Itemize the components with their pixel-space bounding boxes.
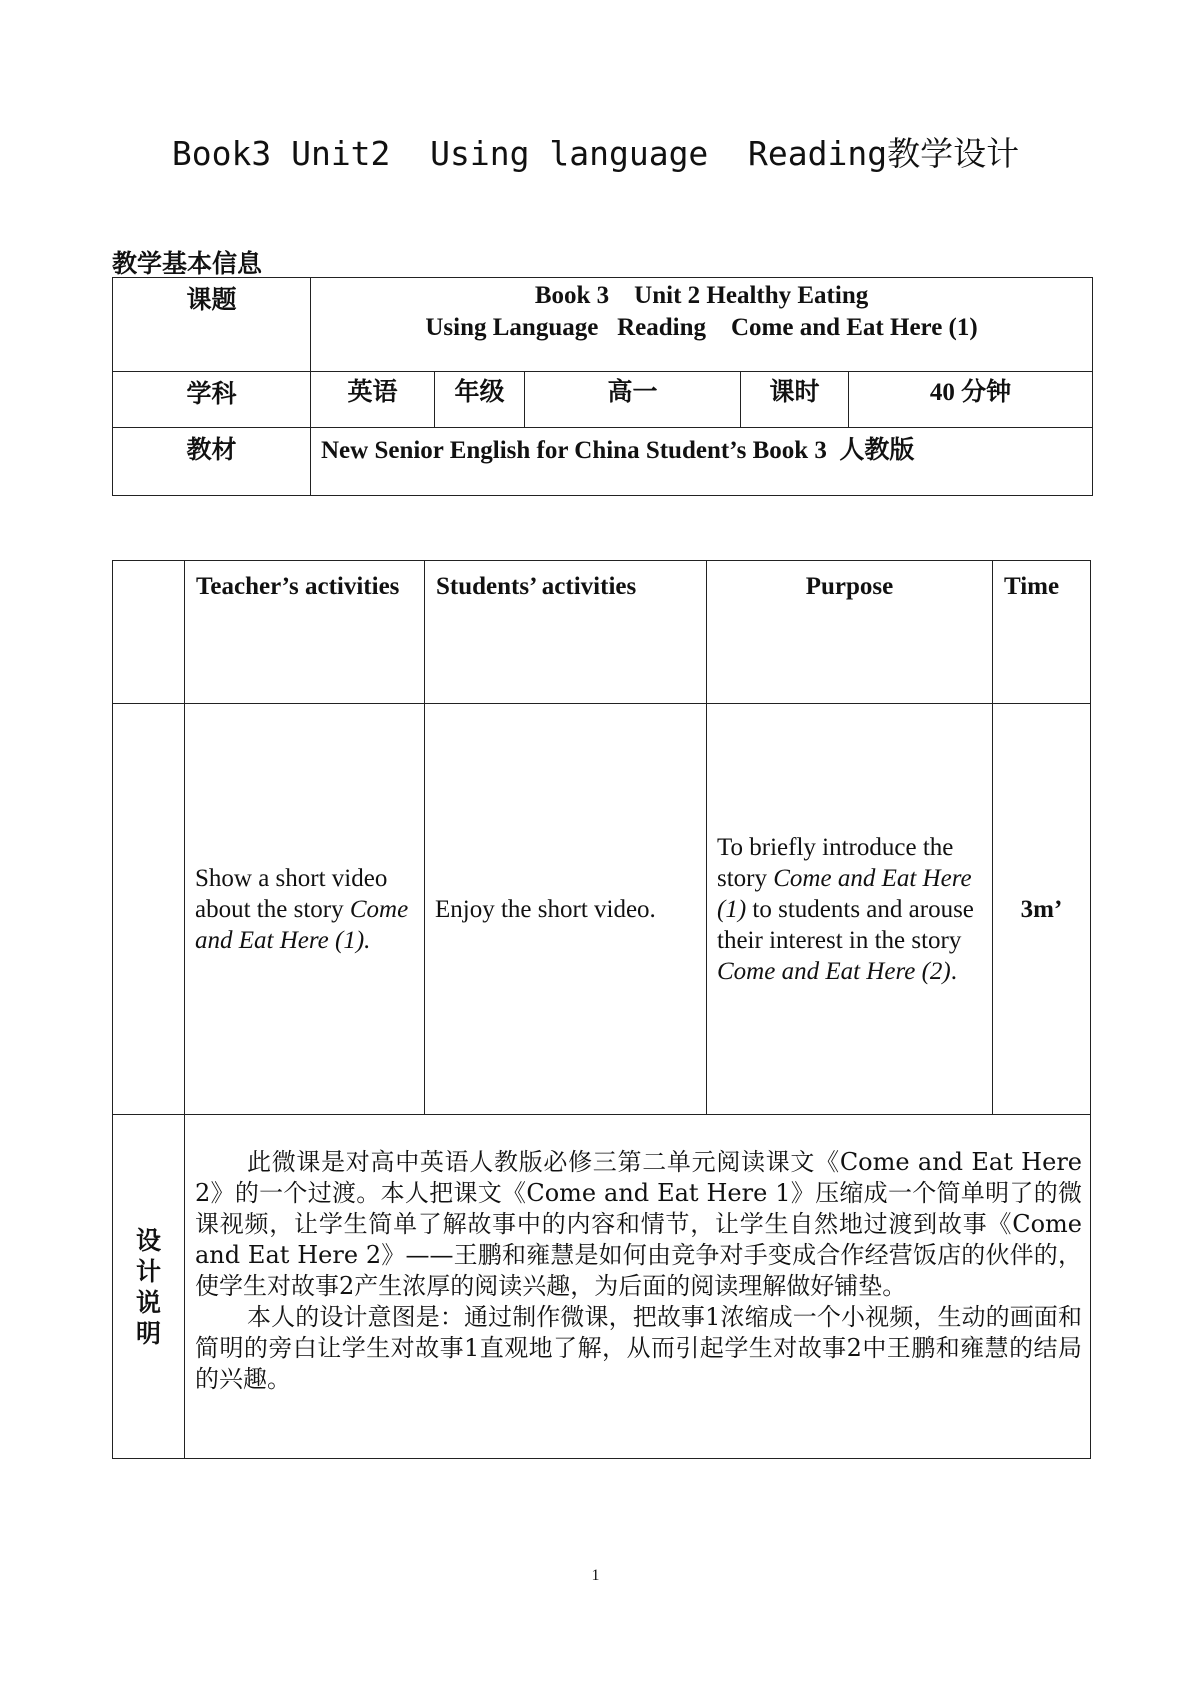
students-header: Students’ activities xyxy=(425,561,707,704)
material-label: 教材 xyxy=(113,428,311,496)
students-activity: Enjoy the short video. xyxy=(425,704,707,1115)
design-notes-body xyxy=(185,1115,1091,1459)
purpose-text-2: to students and arouse their interest in the story xyxy=(717,895,974,954)
design-notes-label xyxy=(113,1115,185,1459)
grade-label: 年级 xyxy=(435,372,525,428)
topic-line-1: Book 3 Unit 2 Healthy Eating xyxy=(534,282,869,309)
grade-value: 高一 xyxy=(525,372,741,428)
subject-value: 英语 xyxy=(311,372,435,428)
period-value: 40 分钟 xyxy=(849,372,1093,428)
teacher-activity-text: Show a short video about the story xyxy=(195,864,388,923)
activity-row xyxy=(113,704,1091,1115)
subject-label: 学科 xyxy=(113,372,311,428)
purpose xyxy=(707,704,993,1115)
design-notes-paragraph-2: 本人的设计意图是：通过制作微课，把故事1浓缩成一个小视频，生动的画面和简明的旁白让学生对故事1直观地了解，从而引起学生对故事2中王鹏和雍慧的结局的兴趣。 xyxy=(195,1303,1082,1393)
subject-row xyxy=(113,372,1093,428)
page-number: 1 xyxy=(591,1567,600,1584)
time-value: 3m’ xyxy=(993,704,1091,1115)
design-notes-row xyxy=(113,1115,1091,1459)
topic-line-2: Using Language Reading Come and Eat Here (1) xyxy=(425,314,978,341)
document-title: Book3 Unit2 Using language Reading教学设计 xyxy=(171,134,1020,173)
topic-label: 课题 xyxy=(113,278,311,372)
teacher-activity xyxy=(185,704,425,1115)
purpose-text-3: . xyxy=(950,957,957,985)
teacher-header: Teacher’s activities xyxy=(185,561,425,704)
purpose-story-2: Come and Eat Here (2) xyxy=(717,957,951,985)
topic-value xyxy=(311,278,1093,372)
teacher-activity-story-title: Come and Eat Here (1). xyxy=(195,895,409,954)
activity-table xyxy=(112,560,1091,1459)
basic-info-table xyxy=(112,277,1093,496)
activity-header-row xyxy=(113,561,1091,704)
material-row xyxy=(113,428,1093,496)
blank-header-cell xyxy=(113,561,185,704)
design-notes-label-text: 设计说明 xyxy=(135,1225,161,1348)
purpose-story-1: Come and Eat Here (1) xyxy=(717,864,972,923)
blank-row-cell xyxy=(113,704,185,1115)
design-notes-paragraph-1: 此微课是对高中英语人教版必修三第二单元阅读课文《Come and Eat Here 2》的一个过渡。本人把课文《Come and Eat Here 1》压缩成一个简单明了的微课视频，让学生简单了解故事中的内容和情节，让学生自然地过渡到故事《Come and Eat Here 2》——王鹏和雍慧是如何由竞争对手变成合作经营饭店的伙伴的，使学生对故事2产生浓厚的阅读兴趣，为后面的阅读理解做好铺垫。 xyxy=(195,1148,1082,1300)
time-header: Time xyxy=(993,561,1091,704)
purpose-header: Purpose xyxy=(707,561,993,704)
material-value: New Senior English for China Student’s Book 3 人教版 xyxy=(311,428,1093,496)
topic-row xyxy=(113,278,1093,372)
period-label: 课时 xyxy=(741,372,849,428)
purpose-text-1: To briefly introduce the story xyxy=(717,833,954,892)
section-label: 教学基本信息 xyxy=(112,249,263,278)
